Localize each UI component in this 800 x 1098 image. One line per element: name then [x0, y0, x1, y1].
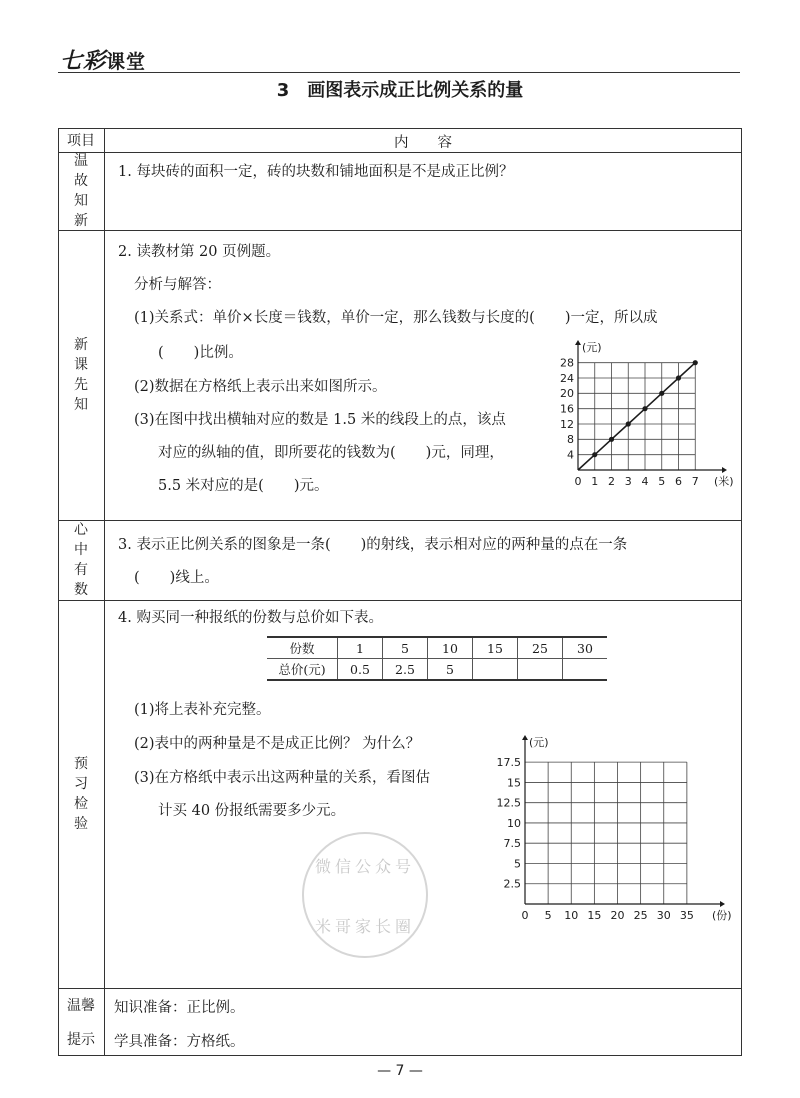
part-3-line-a: (3)在方格纸中表示出这两种量的关系，看图估: [134, 770, 431, 786]
y-tick-label: 12: [560, 417, 574, 431]
question-2: 2. 读教材第 20 页例题。: [118, 244, 281, 260]
y-tick-label: 7.5: [503, 837, 521, 851]
text-part: 对应的纵轴的值，即所要花的钱数为(: [158, 445, 396, 461]
tip-knowledge: 知识准备：正比例。: [114, 1000, 245, 1016]
data-point: [659, 391, 664, 396]
label-char: 预: [74, 756, 88, 772]
x-tick-label: 5: [658, 475, 666, 488]
section-label-new: [58, 230, 104, 520]
section-label-preview: [58, 600, 104, 988]
x-axis-label: (份): [712, 909, 732, 922]
y-tick-label: 8: [567, 433, 574, 447]
label-char: 检: [74, 796, 88, 812]
y-axis-arrow: [522, 735, 528, 740]
table-cell: 2.5: [383, 659, 428, 681]
label-char: 知: [74, 193, 88, 209]
x-axis-arrow: [722, 467, 727, 473]
newspaper-price-table: [267, 636, 607, 681]
x-tick-label: 10: [564, 909, 579, 922]
question-4: 4. 购买同一种报纸的份数与总价如下表。: [118, 610, 383, 626]
logo-main-text: 七彩: [60, 49, 107, 74]
tip-tools: 学具准备：方格纸。: [114, 1034, 245, 1050]
y-tick-label: 2.5: [503, 877, 521, 891]
table-cell: 1: [338, 637, 383, 659]
text-part: (1)关系式：单价×长度＝钱数，单价一定，那么钱数与长度的(: [134, 310, 535, 326]
y-tick-label: 20: [560, 387, 574, 401]
publisher-logo: [60, 44, 146, 75]
section-label-tips-2: 提示: [67, 1032, 95, 1048]
label-char: 温: [74, 153, 88, 169]
y-tick-label: 10: [507, 816, 521, 830]
logo-sub-text: 课堂: [106, 51, 147, 73]
text-part: 3. 表示正比例关系的图象是一条(: [118, 537, 331, 553]
y-tick-label: 15: [507, 776, 521, 790]
text-part: )元。: [293, 478, 329, 494]
text-part: )线上。: [169, 570, 219, 586]
y-tick-label: 17.5: [496, 756, 521, 770]
column-header-content: 内 容: [394, 135, 452, 151]
x-tick-label: 3: [624, 475, 632, 488]
question-3-line-b: [134, 566, 219, 587]
row-divider-heart: [58, 600, 742, 601]
x-tick-label: 1: [591, 475, 599, 488]
data-point: [592, 452, 597, 457]
x-tick-label: 35: [679, 909, 694, 922]
table-row-header: 份数: [267, 637, 338, 659]
text-part: (: [134, 570, 140, 586]
data-point: [609, 437, 614, 442]
part-1: (1)将上表补充完整。: [134, 702, 271, 718]
x-axis-label: (米): [714, 475, 734, 488]
table-cell: 0.5: [338, 659, 383, 681]
x-tick-label: 4: [641, 475, 649, 488]
step-1-line-b: [158, 341, 243, 362]
section-label-review: [58, 152, 104, 230]
stamp-ring: [303, 833, 427, 957]
label-char: 先: [74, 377, 88, 393]
step-3-line-c: [158, 474, 329, 495]
stamp-text-bottom: 米哥家长圈: [314, 917, 416, 936]
row-divider-header: [58, 152, 742, 153]
price-length-chart: [540, 338, 740, 498]
table-row-header: 总价(元): [267, 659, 338, 681]
column-header-item: 项目: [67, 133, 95, 149]
watermark-stamp: [290, 820, 440, 970]
data-point: [693, 360, 698, 365]
label-char: 有: [74, 562, 88, 578]
data-point: [642, 406, 647, 411]
label-char: 中: [74, 542, 88, 558]
table-cell-blank[interactable]: [518, 659, 563, 681]
text-part: )元，同理，: [425, 445, 504, 461]
table-row: [267, 637, 607, 659]
label-char: 习: [74, 776, 88, 792]
data-point: [626, 421, 631, 426]
table-cell: 10: [428, 637, 473, 659]
x-tick-label: 2: [608, 475, 615, 488]
label-char: 知: [74, 397, 88, 413]
y-tick-label: 4: [567, 448, 574, 462]
table-cell: 25: [518, 637, 563, 659]
x-axis-arrow: [720, 901, 725, 907]
x-tick-label: 30: [656, 909, 671, 922]
step-3-line-a: (3)在图中找出横轴对应的数是 1.5 米的线段上的点，该点: [134, 412, 506, 428]
row-divider-preview: [58, 988, 742, 989]
x-tick-label: 0: [521, 909, 529, 922]
table-row: [267, 659, 607, 681]
table-cell: 15: [473, 637, 518, 659]
x-tick-label: 15: [587, 909, 602, 922]
data-point: [676, 375, 681, 380]
table-cell-blank[interactable]: [473, 659, 518, 681]
step-1-line-a: [134, 306, 658, 327]
header-rule: [58, 72, 740, 73]
label-char: 验: [74, 816, 88, 832]
y-tick-label: 5: [514, 857, 521, 871]
y-tick-label: 16: [560, 402, 574, 416]
part-2: (2)表中的两种量是不是成正比例？ 为什么？: [134, 736, 421, 752]
label-char: 课: [74, 357, 88, 373]
x-tick-label: 7: [691, 475, 699, 488]
y-tick-label: 24: [560, 371, 574, 385]
table-cell: 5: [428, 659, 473, 681]
column-divider: [104, 128, 105, 1056]
table-cell: 5: [383, 637, 428, 659]
y-axis-label: (元): [529, 736, 549, 749]
text-part: )一定，所以成: [564, 310, 658, 326]
text-part: 5.5 米对应的是(: [158, 478, 264, 494]
step-2: (2)数据在方格纸上表示出来如图所示。: [134, 379, 387, 395]
y-tick-label: 12.5: [496, 796, 521, 810]
step-3-line-b: [158, 441, 504, 462]
text-part: )的射线，表示相对应的两种量的点在一条: [360, 537, 628, 553]
text-part: (: [158, 345, 164, 361]
page-number: — 7 —: [377, 1063, 423, 1079]
x-tick-label: 20: [610, 909, 625, 922]
row-divider-new: [58, 520, 742, 521]
y-tick-label: 28: [560, 356, 574, 370]
label-char: 数: [74, 582, 88, 598]
x-tick-label: 0: [574, 475, 582, 488]
analysis-heading: 分析与解答：: [134, 277, 221, 293]
question-1: 1. 每块砖的面积一定，砖的块数和铺地面积是不是成正比例？: [118, 164, 514, 180]
question-3-line-a: [118, 533, 627, 554]
table-cell-blank[interactable]: [563, 659, 608, 681]
x-tick-label: 25: [633, 909, 648, 922]
text-part: )比例。: [193, 345, 243, 361]
label-char: 新: [74, 213, 88, 229]
stamp-text-top: 微信公众号: [314, 857, 416, 876]
newspaper-price-grid: [490, 728, 740, 928]
table-cell: 30: [563, 637, 608, 659]
y-axis-label: (元): [582, 341, 602, 354]
page-title: 3 画图表示成正比例关系的量: [276, 80, 524, 101]
section-label-tips-1: 温馨: [67, 998, 95, 1014]
part-3-line-b: 计买 40 份报纸需要多少元。: [158, 803, 346, 819]
x-tick-label: 6: [675, 475, 682, 488]
section-label-heart: [58, 520, 104, 600]
label-char: 故: [74, 173, 88, 189]
label-char: 新: [74, 337, 88, 353]
y-axis-arrow: [575, 340, 581, 345]
row-divider-review: [58, 230, 742, 231]
x-tick-label: 5: [544, 909, 552, 922]
label-char: 心: [74, 522, 88, 538]
